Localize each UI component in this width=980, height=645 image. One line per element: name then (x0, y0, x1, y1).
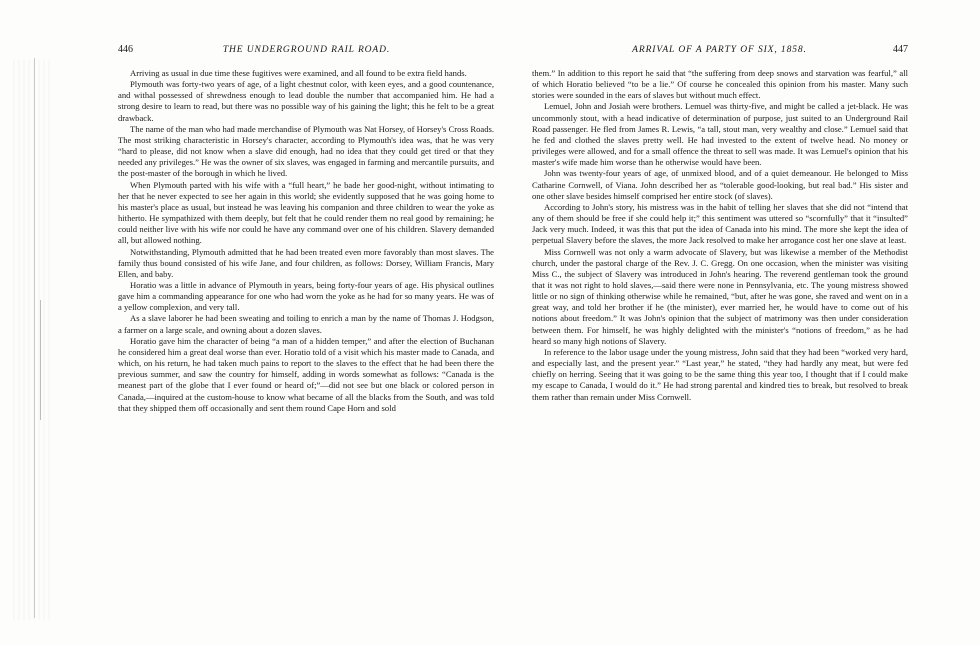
binding-edge (10, 60, 50, 620)
paragraph: them.” In addition to this report he said that “the suffering from deep snows and starvation was fearful,” all of which Horatio believed “to be a lie.” Of course he concealed this opinion from his master. Many such stories were sounded in the ears of slaves but without much effect. (532, 68, 908, 101)
paragraph: John was twenty-four years of age, of unmixed blood, and of a quiet demeanour. He belonged to Miss Catharine Cornwell, of Viana. John described her as “tolerable good-looking, but real bad.” His sister and one other slave besides himself comprised her entire stock (of slaves). (532, 168, 908, 201)
binding-line (34, 58, 35, 618)
left-page-header (118, 44, 494, 58)
left-page (118, 44, 494, 414)
paragraph: As a slave laborer he had been sweating and toiling to enrich a man by the name of Thomas J. Hodgson, a farmer on a large scale, and owning about a dozen slaves. (118, 313, 494, 335)
binding-line (40, 300, 41, 420)
running-head: ARRIVAL OF A PARTY OF SIX, 1858. (632, 45, 807, 55)
paragraph: In reference to the labor usage under the young mistress, John said that they had been “worked very hard, and especially last, and the present year.” “Last year,” he stated, “they had hardly any meat, but were fed chiefly on herring. Seeing that it was going to be the same thing this year too, I thought that if I could make my escape to Canada, I would do it.” He had strong parental and kindred ties to break, but resolved to break them rather than remain under Miss Cornwell. (532, 346, 908, 402)
right-page-body (532, 68, 908, 403)
paragraph: According to John's story, his mistress was in the habit of telling her slaves that she did not “intend that any of them should be free if she could help it;” this sentiment was uttered so “scornfully” that it “insulted” Jack very much. Indeed, it was this that put the idea of Canada into his mind. The more she kept the idea of perpetual Slavery before the slaves, the more Jack resolved to make her arrogance cost her one slave at least. (532, 201, 908, 246)
page-number: 446 (118, 44, 133, 55)
paragraph: Lemuel, John and Josiah were brothers. Lemuel was thirty-five, and might be called a jet-black. He was uncommonly stout, with a head indicative of determination of purpose, just suited to an Underground Rail Road passenger. He fled from James R. Lewis, “a tall, stout man, very wealthy and close.” Lemuel said that he fed and clothed the slaves pretty well. He had invested to the extent of twelve head. No money or privileges were allowed, and for a small offence the threat to sell was made. It was Lemuel's opinion that his master's wife made him worse than he otherwise would have been. (532, 101, 908, 168)
paragraph: Plymouth was forty-two years of age, of a light chestnut color, with keen eyes, and a good countenance, and withal possessed of shrewdness enough to lead double the number that accompanied him. He had a strong desire to learn to read, but there was no possible way of his gaining the light; this he felt to be a great drawback. (118, 79, 494, 123)
paragraph: Notwithstanding, Plymouth admitted that he had been treated even more favorably than most slaves. The family thus bound consisted of his wife Jane, and four children, as follows: Dorsey, William Francis, Mary Ellen, and baby. (118, 246, 494, 279)
paragraph: Arriving as usual in due time these fugitives were examined, and all found to be extra field hands. (130, 68, 467, 78)
running-head: THE UNDERGROUND RAIL ROAD. (222, 45, 391, 55)
left-page-body (118, 68, 494, 414)
paragraph: The name of the man who had made merchandise of Plymouth was Nat Horsey, of Horsey's Cross Roads. The most striking characteristic in Horsey's character, according to Plymouth's idea was, that he was very “hard to please, did not know when a slave did enough, had no idea that they could get tired or that they needed any privileges.” He was the owner of six slaves, was engaged in farming and mercantile pursuits, and the post-master of the borough in which he lived. (118, 123, 494, 179)
page-number: 447 (892, 44, 908, 55)
paragraph: When Plymouth parted with his wife with a “full heart,” he bade her good-night, without intimating to her that he never expected to see her again in this world; she evidently supposed that he was going home to his master's place as usual, but instead he was leaving his companion and three children to wear the yoke as hitherto. He sympathized with them deeply, but felt that he could render them no real good by remaining; he could neither live with his wife nor could he have any command over one of his children. Slavery demanded all, but allowed nothing. (118, 179, 494, 246)
paragraph: Horatio gave him the character of being “a man of a hidden temper,” and after the election of Buchanan he considered him a great deal worse than ever. Horatio told of a visit which his master made to Canada, and which, on his return, he had taken much pains to report to the slaves to the effect that he had been there the previous summer, and saw the country for himself, adding in words somewhat as follows: “Canada is the meanest part of the globe that I ever found or heard of;”—did not see but one black or colored person in Canada,—inquired at the custom-house to know what became of all the blacks from the South, and was told that they shipped them off occasionally and sent them round Cape Horn and sold (118, 335, 494, 413)
right-page (532, 44, 908, 403)
paragraph: Horatio was a little in advance of Plymouth in years, being forty-four years of age. His physical outlines gave him a commanding appearance for one who had worn the yoke as he had for so many years. He was of a yellow complexion, and very tall. (118, 279, 494, 313)
paragraph: Miss Cornwell was not only a warm advocate of Slavery, but was likewise a member of the Methodist church, under the pastoral charge of the Rev. J. C. Gregg. On one occasion, when the minister was visiting Miss C., the subject of Slavery was introduced in John's hearing. The reverend gentleman took the ground that it was not right to hold slaves,—said there were none in Pennsylvania, etc. The young mistress showed little or no sign of thinking otherwise while he remained, “but, after he was gone, she raved and went on in a great way, and told her brother if he (the minister), ever married her, he would have to come out of his notions about freedom.” It was John's opinion that the subject of matrimony was then under consideration between them. For himself, he was highly delighted with the minister's “notions of freedom,” as he had heard so many high notions of Slavery. (532, 246, 908, 346)
right-page-header (532, 44, 908, 58)
